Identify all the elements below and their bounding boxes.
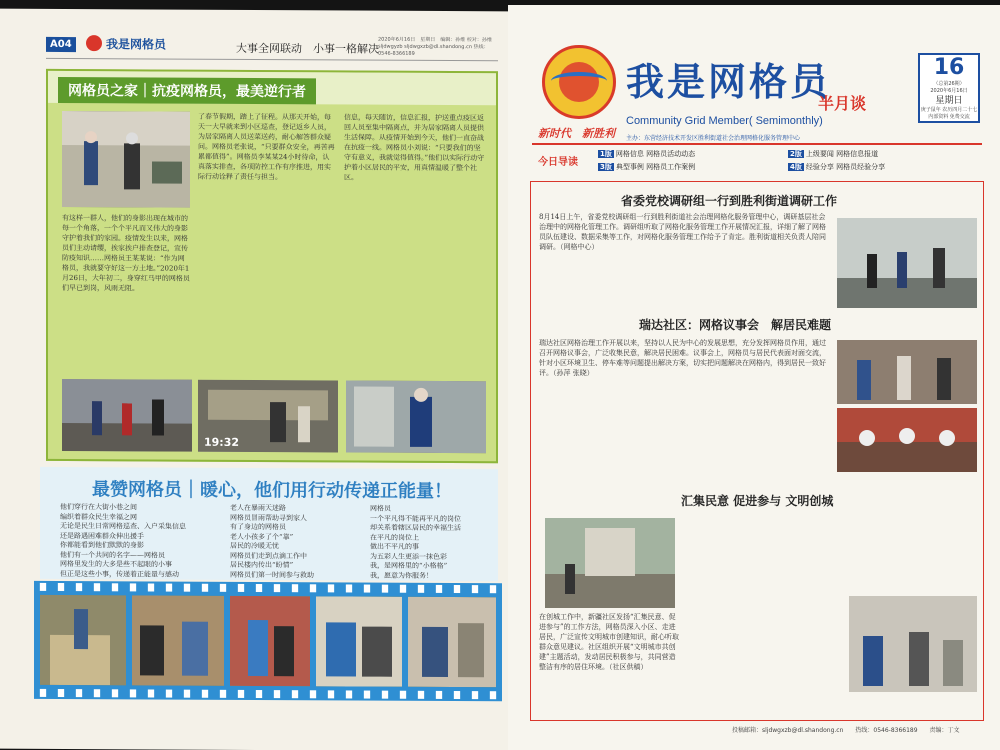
issue-note: 内部资料 免费交流: [928, 114, 970, 120]
photo-checkpoint: [62, 379, 192, 452]
newspaper-right-page: [508, 5, 1000, 750]
issue-lunar: 庚子鼠年 农历四月二十七: [920, 107, 978, 113]
poem-column-3: [370, 505, 494, 582]
film-photo-5: [408, 597, 496, 687]
issue-number: 16: [933, 55, 965, 80]
poem-line: 网格员冒雨帮助寻到家人: [230, 513, 307, 522]
toc-item[interactable]: 4版 经验分享 网格员经验分享: [790, 163, 886, 171]
header-slogan: 大事全网联动 小事一格解决: [236, 41, 379, 56]
poem-line: 网格里发生的大多是些不起眼的小事: [60, 559, 172, 569]
poem-line: 我，愿意为你服务！: [370, 571, 433, 580]
feature-photo-3: [346, 380, 486, 453]
poem-line: 一个平凡得不能再平凡的岗位: [370, 514, 461, 523]
masthead-half-monthly: 半月谈: [818, 94, 867, 113]
photo-timestamp: 19:32: [204, 435, 240, 449]
article-photo-1: [837, 218, 977, 308]
poem-line: 他们穿行在大街小巷之间: [60, 502, 137, 512]
left-page-header: [46, 35, 498, 61]
poem-line: 居民楼内传出“盼情”: [230, 560, 294, 570]
poem-line: 但正是这些小事，传递着正能量与感动: [60, 569, 179, 579]
masthead-title: 我是网格员: [626, 59, 832, 104]
poem-line: 居民的冷暖无忧: [230, 541, 279, 551]
poem-line: 我，是网格里的“小格格”: [370, 561, 448, 571]
feature-column-3: 信息，每天随访，信息汇报，护送重点疫区返回人员至集中隔离点，并为居家隔离人员提供生活保障。从疫情开始到今天，他们一直奋战在抗疫一线。网格员小刘说：“只要我们的坚守有意义，我就觉得值得。”他们以实际行动守护着小区居民的平安，用真情温暖了整个社区。: [344, 113, 485, 182]
feature-title: 网格员之家｜抗疫网格员，最美逆行者: [58, 77, 316, 104]
film-holes-bottom: [34, 689, 502, 699]
praise-section: [40, 467, 498, 581]
toc-label: 今日导读: [538, 157, 578, 168]
article-body-2: 瑞达社区网格治理工作开展以来，坚持以人民为中心的发展思想，充分发挥网格员作用，通过召开网格议事会，广泛收集民意，解决居民困难。议事会上，网格员与居民代表面对面交流，针对小区环境卫生、停车难等问题提出解决方案，切实把问题解决在网格内，得到居民一致好评。（孙萍 张晓）: [539, 339, 826, 377]
poem-line: 编织着群众民生幸福之网: [60, 512, 137, 521]
article-body-3-continued: [687, 518, 977, 588]
header-divider: [532, 143, 982, 145]
film-photo-4: [316, 596, 402, 686]
article-headline-3: 汇集民意 促进参与 文明创城: [681, 494, 834, 508]
feature-photo-top: [62, 111, 190, 208]
poem-line: 你都能看到他们默默的身影: [60, 540, 144, 550]
feature-photo-2: [198, 380, 338, 453]
poem-line: 网格员: [370, 504, 391, 513]
mini-masthead: 我是网格员: [106, 37, 167, 52]
masthead-slogan: 新时代 新胜利: [538, 127, 615, 140]
photo-door-visit: [346, 380, 486, 453]
article-photo-4: [545, 518, 675, 608]
issue-total: （总第26期）: [933, 81, 965, 87]
articles-frame: [530, 181, 984, 721]
poem-line: 为五彩人生更添一抹色彩: [370, 552, 447, 561]
page-footer: 投稿邮箱：sljdwgxzb@dl.shandong.cn 热线：0546-8366189 责编：丁文: [732, 727, 960, 734]
photo-street-scene: [62, 111, 190, 208]
header-meta: 2020年6月16日 星期日 编辑：孙维 校对：孙维 sljdwgyzb sljdwgxzb@dl.shandong.cn 热线：0546-8366189: [378, 36, 492, 57]
article-headline-2: 瑞达社区：网格议事会 解居民难题: [639, 318, 832, 332]
masthead-english: Community Grid Member( Semimonthly): [626, 115, 823, 127]
page-label: A04: [46, 37, 76, 52]
issue-date: 2020年6月16日: [930, 88, 968, 94]
poem-line: 却关系着辖区居民的幸福生活: [370, 523, 461, 533]
poem-line: 有了身边的网格员: [230, 522, 286, 532]
poem-line: 做出不平凡的事: [370, 542, 419, 551]
poem-column-2: [230, 504, 350, 581]
feature-title-bar: [48, 71, 496, 105]
masthead-area: [508, 5, 1000, 165]
photo-filmstrip: [34, 581, 502, 701]
feature-column-2: 了春节假期，踏上了征程。从那天开始，每天一大早就来到小区巡查，登记返乡人员，为居家隔离人员送菜送药，耐心解答群众疑问。网格员老张说，“只要群众安全，再苦再累都值得”。网格员李某某24小时待命，认真落实排查，各项防控工作有序推进，用实际行动诠释了责任与担当。: [198, 112, 335, 182]
poem-line: 老人小孩多了个“靠”: [230, 532, 294, 541]
grid-member-logo-icon: [542, 45, 616, 119]
newspaper-left-page: [0, 9, 508, 750]
film-photo-1: [40, 595, 126, 685]
poem-line: 老人在暴雨天迷路: [230, 503, 286, 513]
issue-box: [918, 53, 980, 123]
article-body-3: 在创城工作中，新疆社区发扬“汇集民意、促进参与”的工作方法，网格员深入小区、走进居民，广泛宣传文明城市创建知识，耐心听取群众意见建议。社区组织开展“文明城市共创建”主题活动，发动居民积极参与，共同营造整洁有序的居住环境。（社区供稿）: [539, 613, 679, 671]
issue-weekday: 星期日: [935, 96, 963, 106]
article-photo-3: [837, 408, 977, 472]
poem-line: 网格员们走到点滴工作中: [230, 551, 307, 560]
poem-line: 无论是民生日常网格巡查、入户采集信息: [60, 521, 186, 531]
article-headline-1: 省委党校调研组一行到胜利街道调研工作: [621, 194, 838, 208]
feature-section: [46, 69, 498, 463]
feature-column-1: 有这样一群人，他们的身影出现在城市的每一个角落，一个个平凡而又伟大的身影守护着我们的家园。疫情发生以来，网格员们主动请缨，挨家挨户排查登记，宣传防疫知识……网格员王某某说：“作为网格员，我就要守好这一方土地。”2020年1月26日，大年初二，身穿红马甲的网格员们早已到岗，风雨无阻。: [62, 213, 190, 293]
poem-line: 他们有一个共同的名字——网格员: [60, 550, 165, 560]
poem-line: 在平凡的岗位上: [370, 533, 419, 542]
poem-column-1: [60, 503, 210, 580]
toc-item[interactable]: 3版 典型事例 网格员工作案例: [600, 163, 696, 171]
poem-line: 网格员们第一时间参与救助: [230, 570, 314, 579]
mini-logo-icon: [86, 35, 102, 51]
praise-title: 最赞网格员｜暖心，他们用行动传递正能量！: [92, 479, 452, 503]
table-of-contents: [538, 149, 982, 175]
film-photo-3: [230, 596, 310, 686]
article-photo-5: [849, 596, 977, 692]
film-holes-top: [34, 583, 502, 593]
toc-item[interactable]: 2版 上级要闻 网格信息报道: [790, 150, 879, 158]
poem-line: 还是路遇困难群众伸出援手: [60, 531, 144, 540]
film-photo-2: [132, 595, 224, 685]
feature-photo-1: [62, 379, 192, 452]
toc-item[interactable]: 1版 网格信息 网格员活动动态: [600, 150, 696, 158]
article-photo-2: [837, 340, 977, 404]
sponsor-line: 主办：东营经济技术开发区胜利街道社会治理网格化服务管理中心: [626, 135, 801, 142]
article-body-1: 8月14日上午，省委党校调研组一行到胜利街道社会治理网格化服务管理中心，调研基层社会治理中的网格化管理工作。调研组听取了网格化服务管理工作开展情况汇报，详细了解了网格员队伍建设、数据采集等工作，对网格化服务管理工作给予了肯定。胜利街道相关负责人陪同调研。（网格中心）: [539, 213, 826, 251]
